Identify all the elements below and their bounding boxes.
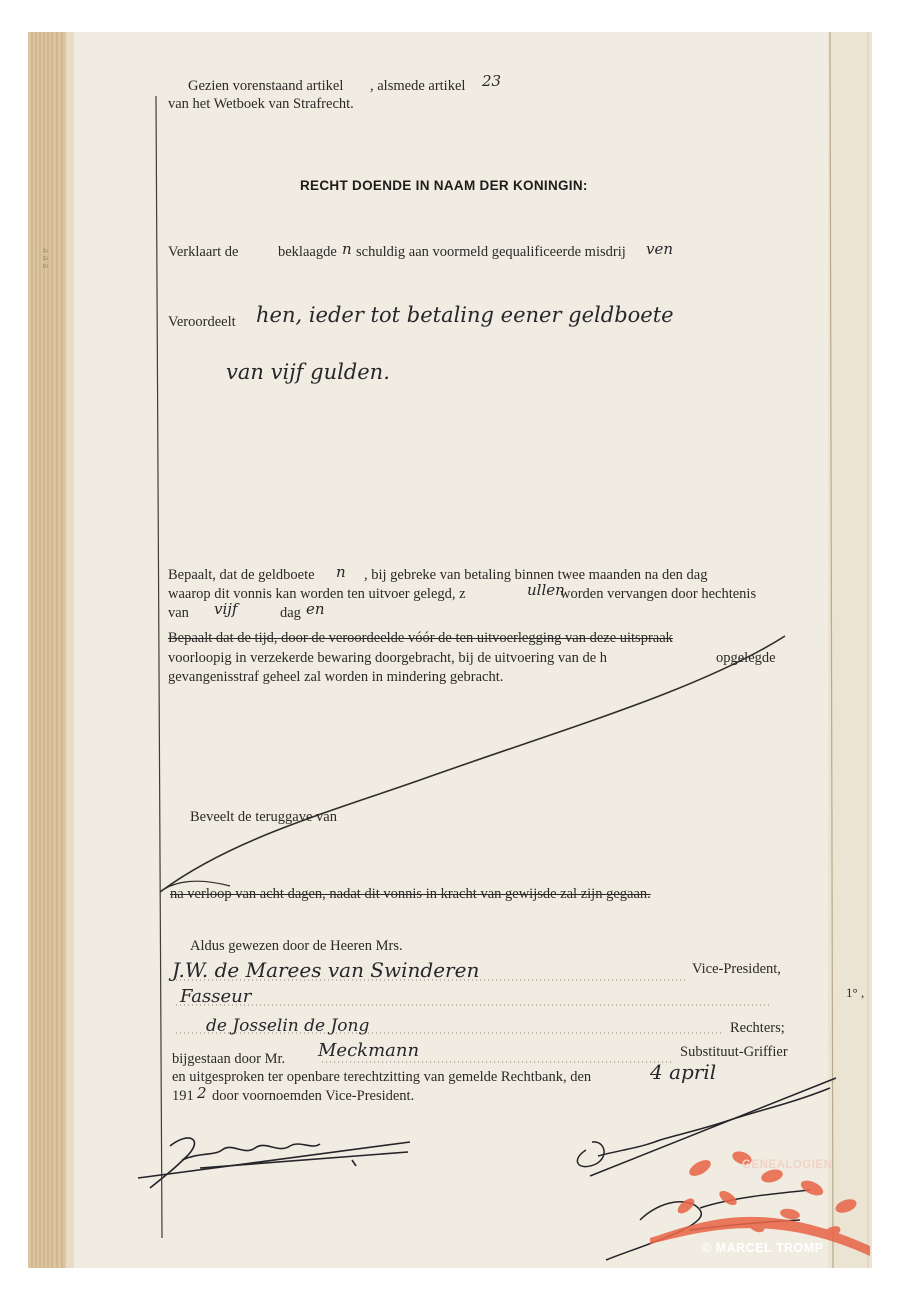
verklaart-text: schuldig aan voormeld gequalificeerde misdrij xyxy=(356,244,626,260)
judge-3-handwritten: de Josselin de Jong xyxy=(206,1016,370,1036)
aldus-line: Aldus gewezen door de Heeren Mrs. xyxy=(190,938,403,954)
bepaalt-hand-n: n xyxy=(336,563,346,581)
date-handwritten: 4 april xyxy=(650,1060,717,1084)
verklaart-label: Verklaart de xyxy=(168,244,239,260)
veroordeelt-handwritten-1: hen, ieder tot betaling eener geldboete xyxy=(256,303,674,327)
bepaalt-line-3a: van xyxy=(168,605,189,621)
book-binding xyxy=(28,32,70,1268)
year-handwritten: 2 xyxy=(197,1084,207,1102)
verklaart-beklaagde: beklaagde xyxy=(278,244,337,260)
intro-line-1a: Gezien vorenstaand artikel xyxy=(188,78,344,94)
article-number-handwritten: 23 xyxy=(482,72,502,90)
intro-line-1b: , alsmede artikel xyxy=(370,78,466,94)
right-margin-note: 1° , xyxy=(846,985,865,1000)
next-page-edge xyxy=(828,32,872,1268)
veroordeelt-label: Veroordeelt xyxy=(168,314,236,330)
griffier-handwritten: Meckmann xyxy=(318,1040,420,1061)
struck-line-2: voorloopig in verzekerde bewaring doorgebracht, bij de uitvoering van de h xyxy=(168,650,608,666)
page-heading: RECHT DOENDE IN NAAM DER KONINGIN: xyxy=(300,178,588,193)
bepaalt-line-1a: Bepaalt, dat de geldboete xyxy=(168,567,315,583)
judge-2-handwritten: Fasseur xyxy=(180,986,252,1007)
struck-line-1: Bepaalt dat de tijd, door de veroordeelde vóór de ten uitvoerlegging van deze uitspraak xyxy=(168,630,673,646)
vice-president-label: Vice-President, xyxy=(692,961,781,977)
naverloop-line: na verloop van acht dagen, nadat dit vonnis in kracht van gewijsde zal zijn gegaan. xyxy=(170,886,651,902)
rechters-label: Rechters; xyxy=(730,1020,785,1036)
bepaalt-line-2b: worden vervangen door hechtenis xyxy=(560,586,757,602)
margin-marks: a a a xyxy=(40,248,52,269)
watermark-text-genealogien: GENEALOGIEN xyxy=(742,1159,833,1171)
watermark-text-copyright: © MARCEL TROMP xyxy=(702,1241,824,1255)
bepaalt-hand-en: en xyxy=(306,600,325,618)
beveelt-line: Beveelt de teruggave van xyxy=(190,809,337,825)
struck-line-2b: opgelegde xyxy=(716,650,776,666)
intro-line-2: van het Wetboek van Strafrecht. xyxy=(168,96,354,112)
judge-1-handwritten: J.W. de Marees van Swinderen xyxy=(172,958,480,982)
bepaalt-line-3b: dag xyxy=(280,605,301,621)
substituut-griffier-label: Substituut-Griffier xyxy=(680,1044,788,1060)
year-line: door voornoemden Vice-President. xyxy=(212,1088,415,1104)
verklaart-hand-ven: ven xyxy=(646,240,674,258)
bepaalt-line-1b: , bij gebreke van betaling binnen twee maanden na den dag xyxy=(364,567,708,583)
verklaart-hand-n: n xyxy=(342,240,352,258)
veroordeelt-handwritten-2: van vijf gulden. xyxy=(226,360,390,384)
bepaalt-hand-vijf: vijf xyxy=(214,600,238,618)
struck-line-3: gevangenisstraf geheel zal worden in mindering gebracht. xyxy=(168,669,504,685)
bijgestaan-line: bijgestaan door Mr. xyxy=(172,1051,286,1067)
bepaalt-hand-ullen: ullen xyxy=(527,581,565,599)
year-prefix: 191 xyxy=(172,1088,194,1104)
uitgesproken-line: en uitgesproken ter openbare terechtzitting van gemelde Rechtbank, den xyxy=(172,1069,592,1085)
bepaalt-line-2a: waarop dit vonnis kan worden ten uitvoer gelegd, z xyxy=(168,586,466,602)
